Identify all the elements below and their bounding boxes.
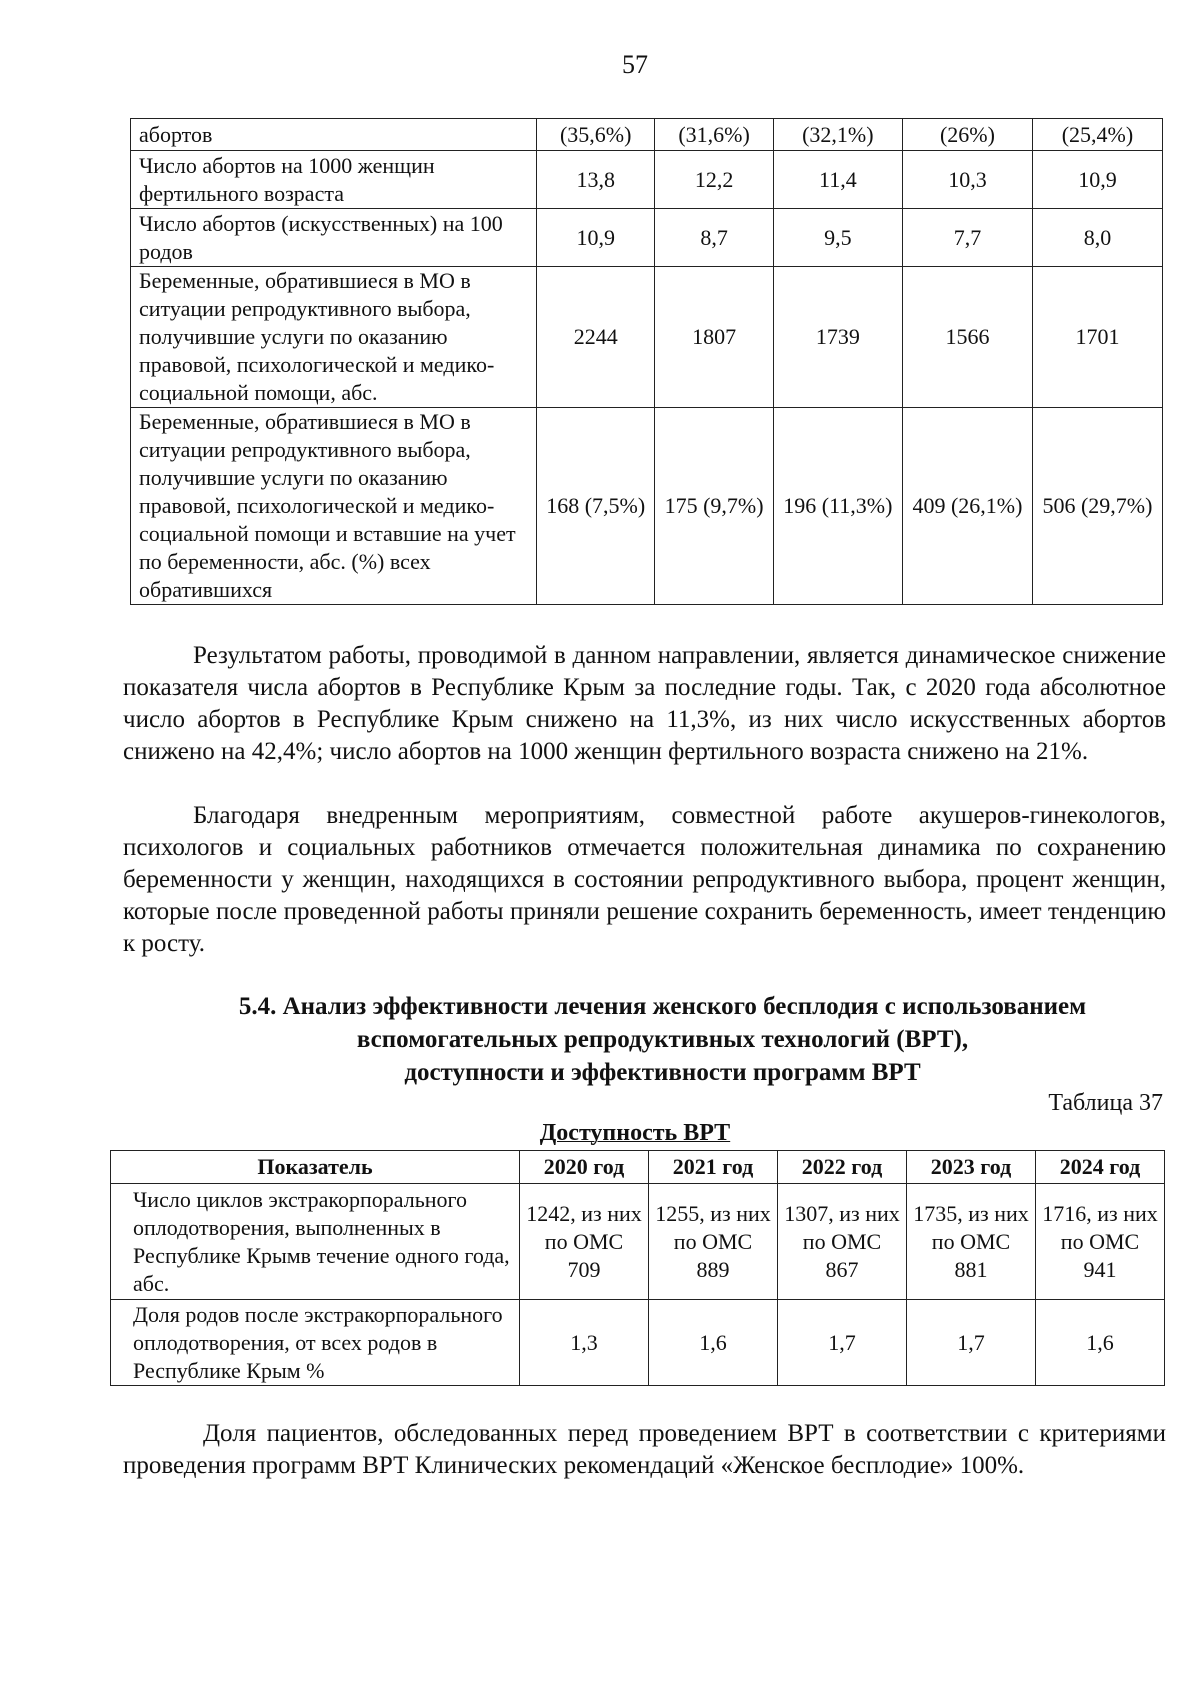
cell-value: 11,4 xyxy=(773,151,902,209)
cell-value: 409 (26,1%) xyxy=(902,408,1032,605)
row-label: Число циклов экстракорпорального оплодотворения, выполненных в Республике Крымв течение одного года, абс. xyxy=(111,1184,520,1300)
cell-value: 8,0 xyxy=(1032,209,1162,267)
cell-value: 13,8 xyxy=(537,151,655,209)
table-row xyxy=(131,151,1163,209)
section-heading-line: вспомогательных репродуктивных технологий (ВРТ), xyxy=(356,1026,969,1053)
table-title: Доступность ВРТ xyxy=(539,1120,731,1146)
row-label: Число абортов на 1000 женщин фертильного возраста xyxy=(131,151,537,209)
paragraph-art-patients: Доля пациентов, обследованных перед проведением ВРТ в соответствии с критериями проведения программ ВРТ Клинических рекомендаций «Женское бесплодие» 100%. xyxy=(123,1420,1166,1479)
cell-value: 1716, из них по ОМС 941 xyxy=(1036,1184,1165,1300)
art-availability-table xyxy=(110,1150,1165,1386)
cell-value: 10,9 xyxy=(1032,151,1162,209)
cell-value: 10,9 xyxy=(537,209,655,267)
cell-value: (25,4%) xyxy=(1032,119,1162,151)
cell-value: 196 (11,3%) xyxy=(773,408,902,605)
page-number: 57 xyxy=(622,50,648,79)
table-number-label: Таблица 37 xyxy=(1048,1090,1163,1116)
table-row xyxy=(131,119,1163,151)
column-header: 2022 год xyxy=(778,1151,907,1184)
column-header: 2021 год xyxy=(649,1151,778,1184)
cell-value: 1307, из них по ОМС 867 xyxy=(778,1184,907,1300)
row-label: Беременные, обратившиеся в МО в ситуации репродуктивного выбора, получившие услуги по оказанию правовой, психологической и медико-социальной помощи, абс. xyxy=(131,267,537,408)
cell-value: 12,2 xyxy=(655,151,773,209)
cell-value: (35,6%) xyxy=(537,119,655,151)
table-row xyxy=(131,209,1163,267)
paragraph-pregnancy-preservation: Благодаря внедренным мероприятиям, совместной работе акушеров-гинекологов, психологов и социальных работников отмечается положительная динамика по сохранению беременности у женщин, находящихся в состоянии репродуктивного выбора, процент женщин, которые после проведенной работы приняли решение сохранить беременность, имеет тенденцию к росту. xyxy=(123,802,1166,957)
abortion-stats-table xyxy=(130,118,1163,605)
column-header: 2020 год xyxy=(520,1151,649,1184)
table-header-row xyxy=(111,1151,1165,1184)
cell-value: 7,7 xyxy=(902,209,1032,267)
table-row xyxy=(111,1300,1165,1386)
column-header: 2024 год xyxy=(1036,1151,1165,1184)
row-label: Доля родов после экстракорпорального оплодотворения, от всех родов в Республике Крым % xyxy=(111,1300,520,1386)
cell-value: (32,1%) xyxy=(773,119,902,151)
cell-value: 1566 xyxy=(902,267,1032,408)
cell-value: 175 (9,7%) xyxy=(655,408,773,605)
row-label: Число абортов (искусственных) на 100 родов xyxy=(131,209,537,267)
table-row xyxy=(131,267,1163,408)
cell-value: 1242, из них по ОМС 709 xyxy=(520,1184,649,1300)
cell-value: 10,3 xyxy=(902,151,1032,209)
cell-value: (31,6%) xyxy=(655,119,773,151)
cell-value: 1255, из них по ОМС 889 xyxy=(649,1184,778,1300)
cell-value: 1,6 xyxy=(1036,1300,1165,1386)
section-heading xyxy=(160,990,1165,1089)
cell-value: 1807 xyxy=(655,267,773,408)
cell-value: 1,6 xyxy=(649,1300,778,1386)
cell-value: 506 (29,7%) xyxy=(1032,408,1162,605)
section-heading-line: доступности и эффективности программ ВРТ xyxy=(404,1059,921,1086)
cell-value: 2244 xyxy=(537,267,655,408)
table-row xyxy=(131,408,1163,605)
table-row xyxy=(111,1184,1165,1300)
cell-value: 1735, из них по ОМС 881 xyxy=(907,1184,1036,1300)
cell-value: 168 (7,5%) xyxy=(537,408,655,605)
cell-value: 8,7 xyxy=(655,209,773,267)
cell-value: 1,3 xyxy=(520,1300,649,1386)
section-heading-line: 5.4. Анализ эффективности лечения женского бесплодия с использованием xyxy=(238,993,1087,1020)
cell-value: 1,7 xyxy=(778,1300,907,1386)
cell-value: (26%) xyxy=(902,119,1032,151)
row-label: абортов xyxy=(131,119,537,151)
row-label: Беременные, обратившиеся в МО в ситуации репродуктивного выбора, получившие услуги по оказанию правовой, психологической и медико-социальной помощи и вставшие на учет по беременности, абс. (%) всех обратившихся xyxy=(131,408,537,605)
column-header: Показатель xyxy=(111,1151,520,1184)
cell-value: 1701 xyxy=(1032,267,1162,408)
cell-value: 1,7 xyxy=(907,1300,1036,1386)
cell-value: 9,5 xyxy=(773,209,902,267)
paragraph-abortion-dynamics: Результатом работы, проводимой в данном направлении, является динамическое снижение показателя числа абортов в Республике Крым за последние годы. Так, с 2020 года абсолютное число абортов в Республике Крым снижено на 11,3%, из них число искусственных абортов снижено на 42,4%; число абортов на 1000 женщин фертильного возраста снижено на 21%. xyxy=(123,642,1166,765)
cell-value: 1739 xyxy=(773,267,902,408)
column-header: 2023 год xyxy=(907,1151,1036,1184)
